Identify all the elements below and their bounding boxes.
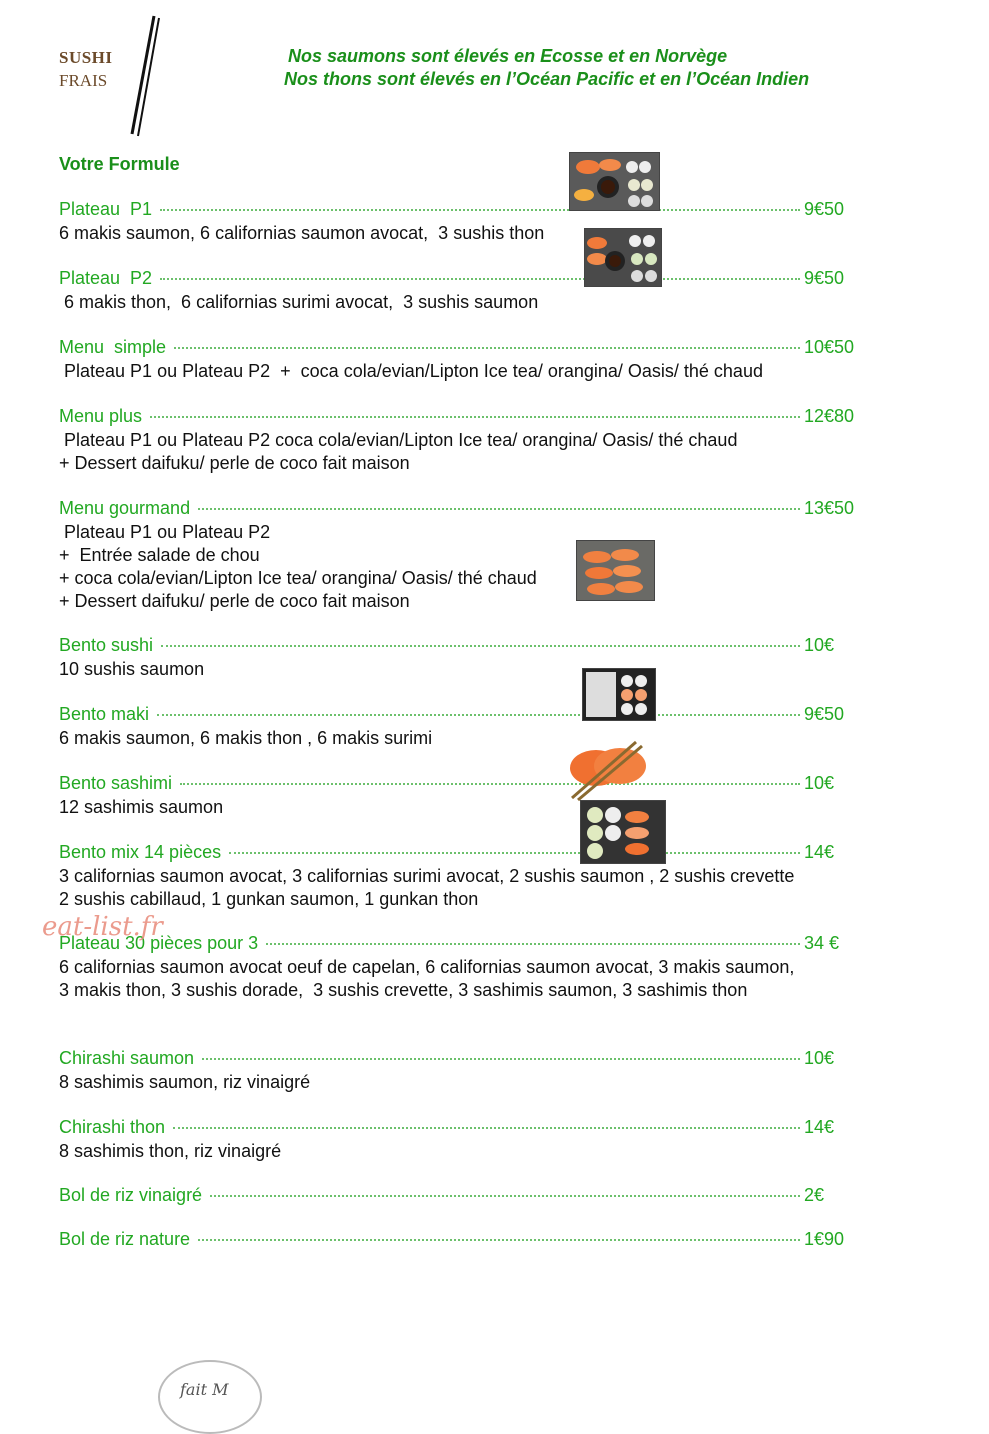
menu-item-price: 1€90: [804, 1229, 845, 1249]
menu-item-name: Bento sashimi: [59, 773, 173, 793]
menu-item-name: Bento maki: [59, 704, 150, 724]
menu-item-description: Plateau P1 ou Plateau P2 coca cola/evian/Lipton Ice tea/ orangina/ Oasis/ thé chaud: [59, 430, 738, 450]
tagline-line-2: Nos thons sont élevés en l’Océan Pacific et en l’Océan Indien: [284, 69, 810, 89]
menu-item: [59, 1185, 849, 1208]
menu-item-row: [59, 199, 849, 222]
section-title: Votre Formule: [59, 154, 180, 174]
menu-item: [59, 704, 849, 750]
menu-item-description: + coca cola/evian/Lipton Ice tea/ orangina/ Oasis/ thé chaud: [59, 568, 537, 588]
menu-item: [59, 1117, 849, 1163]
chopsticks-icon: [124, 14, 164, 139]
menu-item-price: 9€50: [804, 268, 845, 288]
menu-item: [59, 199, 849, 245]
menu-item-row: [59, 635, 849, 658]
menu-item-name: Menu plus: [59, 406, 143, 426]
menu-item: [59, 337, 855, 383]
dot-leader: [198, 508, 800, 510]
menu-item-description: 6 makis saumon, 6 californias saumon avocat, 3 sushis thon: [59, 223, 545, 243]
photo-bento-mix: [580, 800, 666, 864]
menu-item-name: Bol de riz vinaigré: [59, 1185, 203, 1205]
menu-item-price: 34 €: [804, 933, 840, 953]
menu-item-row: [59, 842, 849, 865]
menu-item: [59, 1048, 849, 1094]
menu-item-row: [59, 1229, 849, 1252]
photo-plateau-p2: [584, 228, 662, 287]
menu-item-row: [59, 773, 849, 796]
menu-item-description: 8 sashimis thon, riz vinaigré: [59, 1141, 282, 1161]
menu-item-row: [59, 1185, 849, 1208]
menu-item: [59, 635, 849, 681]
menu-item-row: [59, 337, 855, 360]
menu-item-price: 10€: [804, 1048, 835, 1068]
menu-item-name: Menu simple: [59, 337, 167, 357]
logo-line-1: SUSHI: [59, 48, 113, 67]
menu-item-description: Plateau P1 ou Plateau P2 + coca cola/evian/Lipton Ice tea/ orangina/ Oasis/ thé chaud: [59, 361, 763, 381]
menu-item-name: Plateau P2: [59, 268, 153, 288]
dot-leader: [150, 416, 800, 418]
menu-item-row: [59, 1117, 849, 1140]
menu-item: [59, 773, 849, 819]
menu-item-name: Chirashi thon: [59, 1117, 166, 1137]
menu-item-description: 6 californias saumon avocat oeuf de capelan, 6 californias saumon avocat, 3 makis saumon,: [59, 957, 795, 977]
dot-leader: [198, 1239, 800, 1241]
dot-leader: [180, 783, 800, 785]
menu-item-description: 3 californias saumon avocat, 3 californias surimi avocat, 2 sushis saumon , 2 sushis crevette: [59, 866, 795, 886]
menu-item-description: 2 sushis cabillaud, 1 gunkan saumon, 1 gunkan thon: [59, 889, 479, 909]
menu-item-price: 12€80: [804, 406, 855, 426]
menu-item: [59, 842, 849, 911]
dot-leader: [161, 645, 800, 647]
menu-item: [59, 268, 849, 314]
menu-item-description: 8 sashimis saumon, riz vinaigré: [59, 1072, 311, 1092]
menu-item-name: Menu gourmand: [59, 498, 191, 518]
dot-leader: [229, 852, 800, 854]
menu-item-price: 10€: [804, 773, 835, 793]
menu-item: [59, 933, 849, 1002]
menu-item-row: [59, 268, 849, 291]
dot-leader: [160, 278, 800, 280]
stamp-text: fait M: [180, 1380, 229, 1399]
menu-item-name: Bento sushi: [59, 635, 154, 655]
menu-item-description: 6 makis saumon, 6 makis thon , 6 makis surimi: [59, 728, 433, 748]
menu-item-name: Bento mix 14 pièces: [59, 842, 222, 862]
menu-item-description: + Dessert daifuku/ perle de coco fait maison: [59, 453, 410, 473]
stamp: [158, 1360, 262, 1434]
menu-item-description: + Entrée salade de chou: [59, 545, 260, 565]
menu-item-description: 3 makis thon, 3 sushis dorade, 3 sushis crevette, 3 sashimis saumon, 3 sashimis thon: [59, 980, 748, 1000]
menu-item-row: [59, 933, 849, 956]
logo: [59, 46, 113, 92]
menu-item-price: 10€: [804, 635, 835, 655]
menu-item-description: + Dessert daifuku/ perle de coco fait maison: [59, 591, 410, 611]
photo-bento-sashimi: [566, 738, 650, 802]
menu-item-name: Plateau P1: [59, 199, 153, 219]
logo-line-2: FRAIS: [59, 71, 108, 90]
menu-item: [59, 498, 855, 613]
menu-item-price: 9€50: [804, 199, 845, 219]
menu-item-row: [59, 498, 855, 521]
menu-item-name: Chirashi saumon: [59, 1048, 195, 1068]
menu-item-description: 10 sushis saumon: [59, 659, 205, 679]
menu-item-row: [59, 406, 855, 429]
menu-item-name: Bol de riz nature: [59, 1229, 191, 1249]
menu-item-row: [59, 1048, 849, 1071]
tagline-line-1: Nos saumons sont élevés en Ecosse et en Norvège: [288, 46, 728, 66]
menu-item-description: Plateau P1 ou Plateau P2: [59, 522, 271, 542]
tagline: [284, 45, 809, 91]
dot-leader: [174, 347, 800, 349]
photo-menu-gourmand: [576, 540, 655, 601]
menu-item-row: [59, 704, 849, 727]
menu-item-price: 10€50: [804, 337, 855, 357]
dot-leader: [266, 943, 800, 945]
menu-item: [59, 406, 855, 475]
menu-item: [59, 1229, 849, 1252]
menu-item-price: 9€50: [804, 704, 845, 724]
menu-item-price: 14€: [804, 1117, 835, 1137]
menu-item-name: Plateau 30 pièces pour 3: [59, 933, 259, 953]
menu-item-price: 13€50: [804, 498, 855, 518]
menu-item-price: 2€: [804, 1185, 825, 1205]
menu-item-price: 14€: [804, 842, 835, 862]
dot-leader: [157, 714, 800, 716]
photo-plateau-p1: [569, 152, 660, 211]
menu-item-description: 12 sashimis saumon: [59, 797, 224, 817]
dot-leader: [173, 1127, 800, 1129]
watermark: eat-list.fr: [42, 912, 163, 942]
dot-leader: [160, 209, 800, 211]
dot-leader: [202, 1058, 800, 1060]
dot-leader: [210, 1195, 800, 1197]
menu-item-description: 6 makis thon, 6 californias surimi avocat, 3 sushis saumon: [59, 292, 539, 312]
photo-bento-maki: [582, 668, 656, 721]
